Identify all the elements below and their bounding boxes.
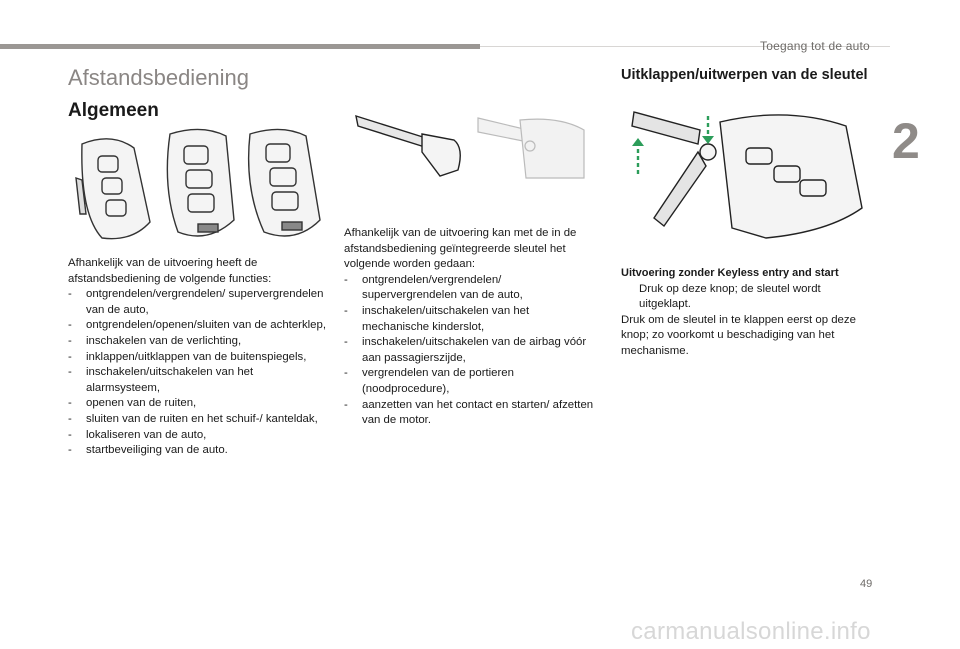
list-item: - ontgrendelen/openen/sluiten van de achterklep, bbox=[68, 318, 330, 334]
key-functions-text bbox=[344, 226, 596, 429]
remote-key-3-icon bbox=[249, 129, 320, 236]
remote-key-2-icon bbox=[167, 129, 234, 236]
list-item: - lokaliseren van de auto, bbox=[68, 428, 330, 444]
key-blade-icon bbox=[356, 116, 428, 148]
instruction-step bbox=[621, 282, 871, 313]
release-button-icon bbox=[700, 144, 716, 160]
section-title-unfold: Uitklappen/uitwerpen van de sleutel bbox=[621, 67, 868, 83]
list-item: - vergrendelen van de portieren (noodprocedure), bbox=[344, 366, 596, 397]
list-item: - inschakelen/uitschakelen van de airbag vóór aan passagierszijde, bbox=[344, 335, 596, 366]
general-intro: Afhankelijk van de uitvoering heeft de afstandsbediening de volgende functies: bbox=[68, 257, 272, 285]
page-number: 49 bbox=[860, 578, 873, 590]
list-item: - startbeveiliging van de auto. bbox=[68, 443, 330, 459]
list-item: - aanzetten van het contact en starten/ afzetten van de motor. bbox=[344, 398, 596, 429]
section-title-general: Algemeen bbox=[68, 100, 159, 121]
instruction-step-text: Druk op deze knop; de sleutel wordt uitgeklapt. bbox=[639, 282, 821, 311]
list-item: - openen van de ruiten, bbox=[68, 396, 330, 412]
general-functions-text bbox=[68, 256, 330, 459]
list-item: - inschakelen/uitschakelen van het mechanische kinderslot, bbox=[344, 304, 596, 335]
list-item: - sluiten van de ruiten en het schuif-/ kanteldak, bbox=[68, 412, 330, 428]
version-subhead: Uitvoering zonder Keyless entry and start bbox=[621, 267, 839, 279]
key-unfold-illustration bbox=[628, 108, 864, 244]
list-item: - inschakelen van de verlichting, bbox=[68, 334, 330, 350]
unfold-instructions-text bbox=[621, 266, 871, 360]
list-item: - inklappen/uitklappen van de buitenspiegels, bbox=[68, 350, 330, 366]
list-item: - ontgrendelen/vergrendelen/ supervergrendelen van de auto, bbox=[344, 273, 596, 304]
general-function-list bbox=[68, 287, 330, 459]
key-blade-unfolded-icon bbox=[632, 112, 700, 144]
key-intro: Afhankelijk van de uitvoering kan met de in de afstandsbediening geïntegreerde sleutel het volgende worden gedaan: bbox=[344, 227, 577, 271]
header-rule bbox=[0, 44, 480, 49]
remote-keys-illustration bbox=[68, 128, 330, 246]
integrated-key-illustration bbox=[350, 112, 586, 188]
chapter-title: Toegang tot de auto bbox=[760, 39, 870, 53]
page-title: Afstandsbediening bbox=[68, 65, 250, 90]
list-item: - inschakelen/uitschakelen van het alarmsysteem, bbox=[68, 365, 330, 396]
key-function-list bbox=[344, 273, 596, 429]
watermark: carmanualsonline.info bbox=[631, 618, 871, 645]
fold-note: Druk om de sleutel in te klappen eerst op deze knop; zo voorkomt u beschadiging van het mechanisme. bbox=[621, 313, 856, 357]
remote-key-1-icon bbox=[76, 139, 150, 239]
chapter-number: 2 bbox=[892, 113, 920, 169]
list-item: - ontgrendelen/vergrendelen/ supervergrendelen van de auto, bbox=[68, 287, 330, 318]
